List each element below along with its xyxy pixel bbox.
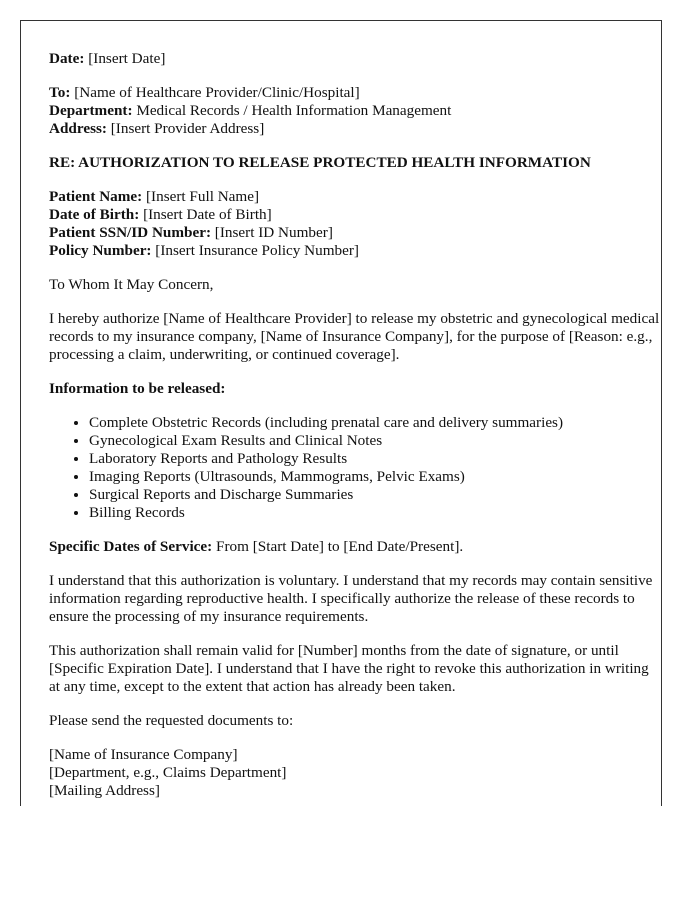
validity-paragraph: This authorization shall remain valid for [Number] months from the date of signature, or until [Specific Expiration Date]. I understand that I have the right to revoke this authorization in writing at any time, except to the extent that action has already been taken.: [49, 642, 649, 695]
voluntary-paragraph: I understand that this authorization is voluntary. I understand that my records may contain sensitive information regarding reproductive health. I specifically authorize the release of these records to ensure the processing of my insurance requirements.: [49, 572, 653, 625]
list-item: • Gynecological Exam Results and Clinical Notes: [89, 432, 661, 450]
list-item: • Billing Records: [89, 504, 661, 522]
info-heading: Information to be released:: [49, 380, 226, 397]
letter: [20, 20, 662, 806]
list-item: • Laboratory Reports and Pathology Results: [89, 450, 661, 468]
intro-paragraph: I hereby authorize [Name of Healthcare Provider] to release my obstetric and gynecological medical records to my insurance company, [Name of Insurance Company], for the purpose of [Reason: e.g., processing a claim, underwriting, or continued coverage].: [49, 310, 660, 363]
list-item: • Complete Obstetric Records (including prenatal care and delivery summaries): [89, 414, 661, 432]
date-line: Date: [Insert Date]: [49, 50, 166, 67]
dates-of-service: Specific Dates of Service: From [Start Date] to [End Date/Present].: [49, 538, 464, 555]
subject-line: RE: AUTHORIZATION TO RELEASE PROTECTED HEALTH INFORMATION: [49, 154, 591, 171]
list-item: • Imaging Reports (Ultrasounds, Mammograms, Pelvic Exams): [89, 468, 661, 486]
patient-info: Patient Name: [Insert Full Name] Date of Birth: [Insert Date of Birth] Patient SSN/ID Number: [Insert ID Number] Policy Number: [Insert Insurance Policy Number]: [49, 188, 359, 259]
send-to-address: [Name of Insurance Company] [Department, e.g., Claims Department] [Mailing Address]: [49, 746, 287, 799]
info-list: [49, 414, 661, 522]
list-item: • Surgical Reports and Discharge Summaries: [89, 486, 661, 504]
send-to-intro: Please send the requested documents to:: [49, 712, 294, 729]
recipient-block: To: [Name of Healthcare Provider/Clinic/Hospital] Department: Medical Records / Health Information Management Address: [Insert Provider Address]: [49, 84, 452, 137]
salutation: To Whom It May Concern,: [49, 276, 214, 293]
